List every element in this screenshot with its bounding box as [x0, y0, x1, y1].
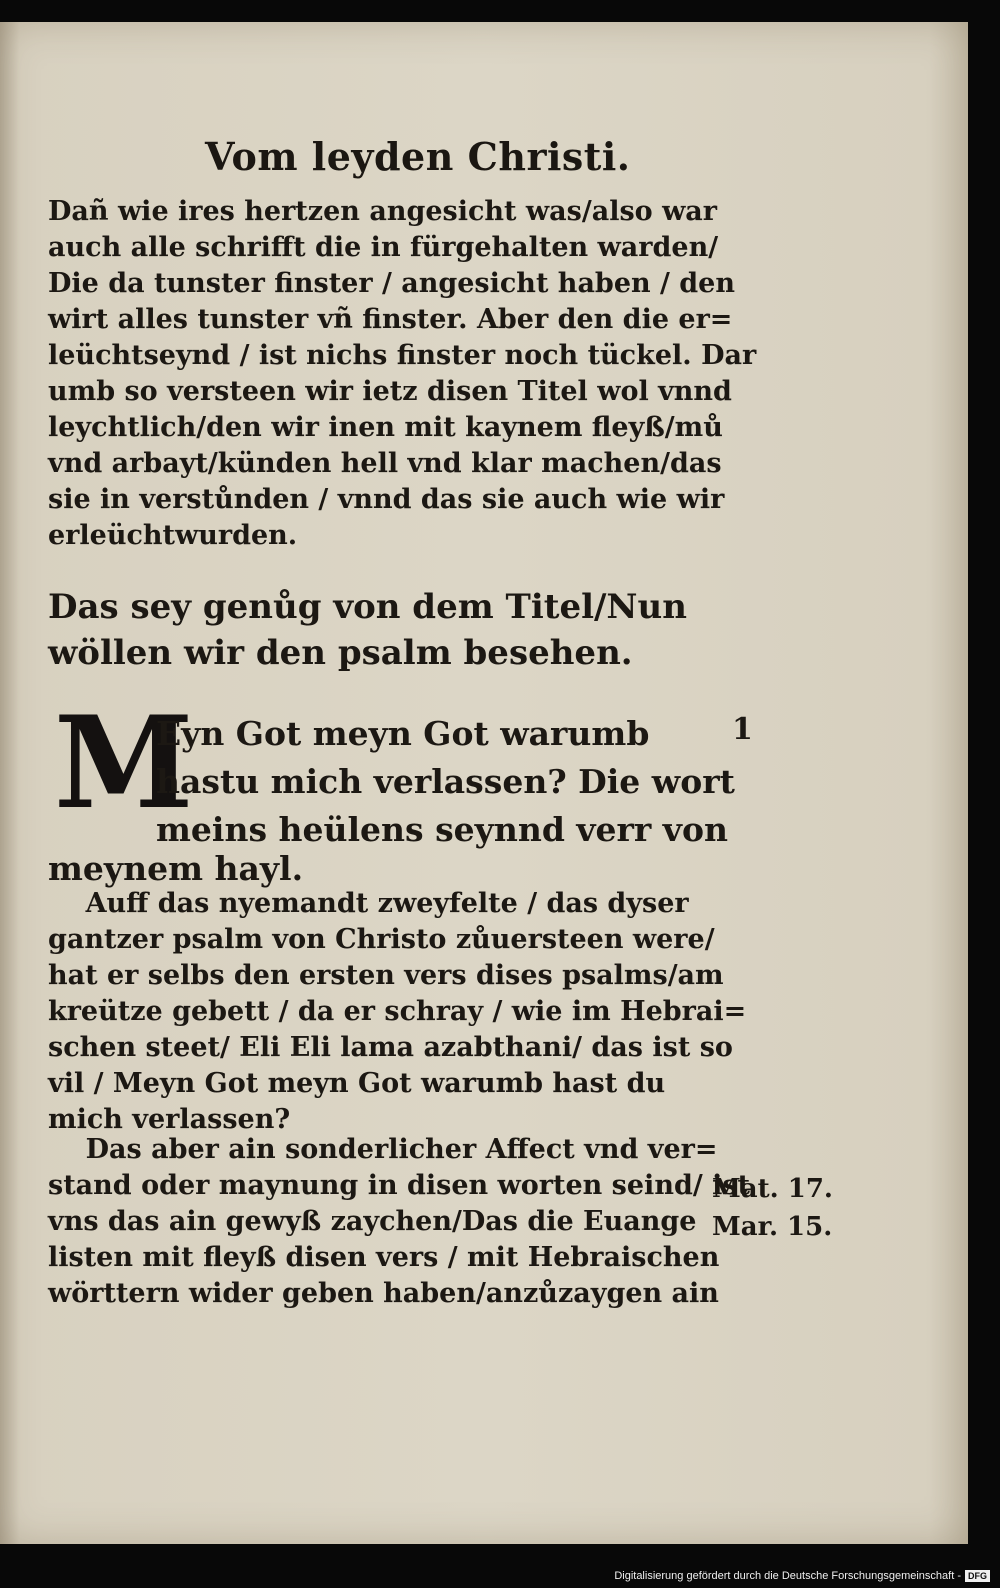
- text-line: sie in verstůnden / vnnd das sie auch wie wir: [48, 484, 725, 515]
- heading-line: wöllen wir den psalm besehen.: [48, 633, 633, 673]
- margin-verse-number: 1: [732, 712, 753, 747]
- text-line: auch alle schrifft die in fürgehalten warden/: [48, 232, 719, 263]
- running-head: Vom leyden Christi.: [205, 134, 631, 179]
- text-line: vns das ain gewyß zaychen/Das die Euange: [48, 1206, 697, 1237]
- text-line: vil / Meyn Got meyn Got warumb hast du: [48, 1068, 666, 1099]
- text-line: listen mit fleyß disen vers / mit Hebraischen: [48, 1242, 720, 1273]
- text-line: leychtlich/den wir inen mit kaynem fleyß/mů: [48, 412, 723, 443]
- verse-line: meynem hayl.: [48, 849, 304, 888]
- margin-reference: Mar. 15.: [712, 1212, 833, 1242]
- text-line: kreütze gebett / da er schray / wie im Hebrai=: [48, 996, 747, 1027]
- text-line: erleüchtwurden.: [48, 520, 298, 551]
- book-page: [0, 22, 968, 1544]
- text-line: stand oder maynung in disen worten seind/ ist: [48, 1170, 751, 1201]
- paragraph-4: [48, 886, 747, 1138]
- text-line: Auff das nyemandt zweyfelte / das dyser: [48, 888, 689, 919]
- text-line: umb so versteen wir ietz disen Titel wol vnnd: [48, 376, 732, 407]
- heading-line: Das sey genůg von dem Titel/Nun: [48, 587, 687, 627]
- text-line: Die da tunster finster / angesicht haben / den: [48, 268, 735, 299]
- text-line: gantzer psalm von Christo zůuersteen were/: [48, 924, 715, 955]
- psalm-verse-indented: [156, 710, 735, 854]
- dfg-logo: DFG: [965, 1570, 990, 1582]
- text-line: vnd arbayt/künden hell vnd klar machen/das: [48, 448, 722, 479]
- paragraph-1: [48, 194, 757, 554]
- footer-text: Digitalisierung gefördert durch die Deutsche Forschungsgemeinschaft -: [614, 1570, 961, 1582]
- text-line: schen steet/ Eli Eli lama azabthani/ das ist so: [48, 1032, 733, 1063]
- section-heading: [48, 584, 708, 676]
- text-line: hat er selbs den ersten vers dises psalms/am: [48, 960, 724, 991]
- funding-footer: [614, 1570, 990, 1582]
- text-line: mich verlassen?: [48, 1104, 291, 1135]
- text-line: Dañ wie ires hertzen angesicht was/also war: [48, 196, 718, 227]
- verse-line: hastu mich verlassen? Die wort: [156, 762, 735, 801]
- margin-reference: Mat. 17.: [712, 1174, 833, 1204]
- text-line: leüchtseynd / ist nichs finster noch tückel. Dar: [48, 340, 757, 371]
- text-line: wirt alles tunster vñ finster. Aber den die er=: [48, 304, 733, 335]
- verse-line: Eyn Got meyn Got warumb: [156, 714, 650, 753]
- text-line: Das aber ain sonderlicher Affect vnd ver=: [48, 1134, 718, 1165]
- drop-cap-initial: M: [54, 689, 194, 837]
- paragraph-5: [48, 1132, 751, 1312]
- text-line: wörttern wider geben haben/anzůzaygen ain: [48, 1278, 719, 1309]
- verse-line: meins heülens seynnd verr von: [156, 810, 728, 849]
